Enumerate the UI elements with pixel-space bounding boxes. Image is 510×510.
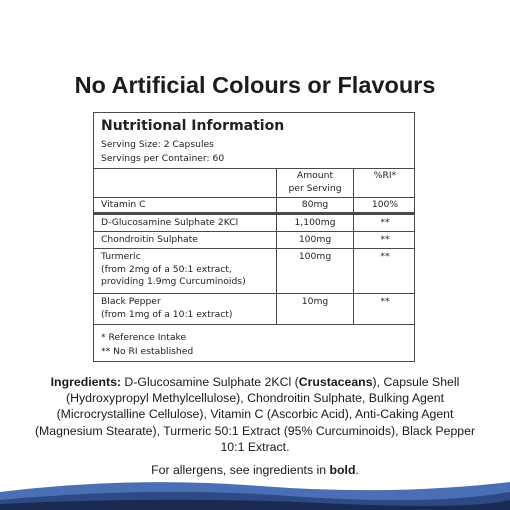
row-name: Black Pepper	[101, 296, 161, 307]
rule-thick	[94, 212, 414, 215]
ingredients-part1: D-Glucosamine Sulphate 2KCl (	[121, 375, 299, 389]
row-amount: 1,100mg	[294, 217, 336, 228]
row-amount: 100mg	[298, 234, 332, 245]
row-amount: 10mg	[301, 296, 329, 307]
servings-per-container: Servings per Container: 60	[101, 153, 225, 164]
col-divider-amount	[276, 168, 277, 324]
row-amount: 100mg	[298, 251, 332, 262]
row-name: Turmeric	[101, 251, 141, 262]
row-amount: 80mg	[301, 199, 329, 210]
rule-row	[94, 248, 414, 249]
ingredients-label: Ingredients:	[50, 375, 122, 389]
ingredients-text	[22, 374, 488, 455]
allergen-bold: Crustaceans	[298, 375, 373, 389]
allergen-note-end: .	[355, 463, 359, 477]
nutrition-panel	[93, 112, 415, 362]
row-name: Chondroitin Sulphate	[101, 234, 198, 245]
row-name: D-Glucosamine Sulphate 2KCl	[101, 217, 239, 228]
rule-before-footnotes	[94, 324, 414, 325]
header-ri: %RI*	[373, 170, 397, 181]
rule-row	[94, 231, 414, 232]
row-ri: 100%	[371, 199, 399, 210]
row-ri: **	[380, 251, 390, 262]
row-sub: (from 2mg of a 50:1 extract,	[101, 263, 232, 275]
row-sub: (from 1mg of a 10:1 extract)	[101, 308, 233, 320]
header-amount-line1: Amount	[296, 170, 334, 181]
col-divider-ri	[353, 168, 354, 324]
footnote: ** No RI established	[101, 346, 194, 357]
panel-title: Nutritional Information	[101, 118, 285, 134]
footer-wave	[0, 470, 510, 510]
allergen-note-bold: bold	[329, 463, 356, 477]
rule-row	[94, 293, 414, 294]
allergen-note-text: For allergens, see ingredients in	[151, 463, 330, 477]
row-ri: **	[380, 234, 390, 245]
row-name: Vitamin C	[101, 199, 146, 210]
footnote: * Reference Intake	[101, 332, 187, 343]
header-amount	[277, 170, 353, 195]
row-ri: **	[380, 296, 390, 307]
serving-size: Serving Size: 2 Capsules	[101, 139, 214, 150]
row-name-block	[101, 296, 281, 321]
row-name-block	[101, 251, 281, 289]
headline: No Artificial Colours or Flavours	[74, 72, 436, 98]
header-amount-line2: per Serving	[288, 182, 342, 194]
rule-after-servings	[94, 168, 414, 169]
rule-after-header	[94, 197, 414, 198]
row-ri: **	[380, 217, 390, 228]
ingredients-part2: ), Capsule Shell (Hydroxypropyl Methylcellulose), Chondroitin Sulphate, Bulking Agent (Microcrystalline Cellulose), Vitamin C (Ascorbic Acid), Anti-Caking Agent (Magnesium Stearate), Turmeric 50:1 Extract (95% Curcuminoids), Black Pepper 10:1 Extract.	[34, 375, 476, 454]
row-sub: providing 1.9mg Curcuminoids)	[101, 276, 246, 287]
